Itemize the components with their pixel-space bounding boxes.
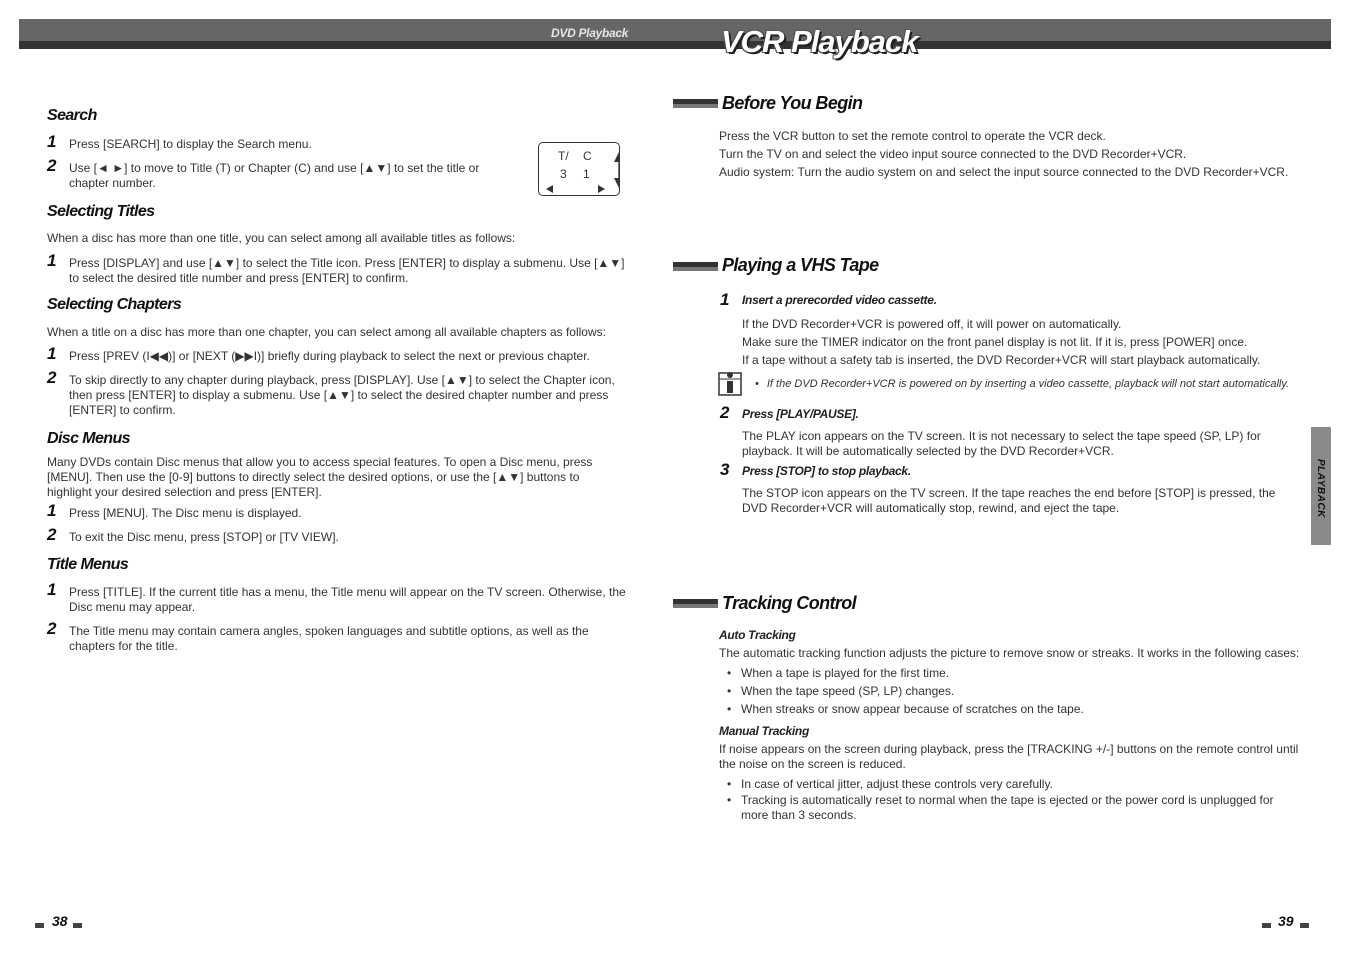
vhs-step-2-label: Press [PLAY/PAUSE]. [742, 407, 859, 421]
tracking-content [719, 628, 1304, 823]
page-marker [1262, 923, 1271, 928]
vhs-step-3-num: 3 [720, 460, 730, 479]
note-icon [718, 370, 744, 398]
vhs-step-2-num: 2 [720, 403, 730, 422]
vhs-step-1-num: 1 [720, 290, 730, 309]
search-display-screen: T/ C 3 1 [538, 142, 620, 196]
bullet-item: • When streaks or snow appear because of scratches on the tape. [719, 700, 1304, 718]
before-line-2: Turn the TV on and select the video input source connected to the DVD Recorder+VCR. [719, 147, 1187, 161]
section-bar [673, 262, 718, 271]
running-head: DVD Playback [551, 26, 629, 40]
arrow-icons [539, 143, 619, 195]
page-marker [1300, 923, 1309, 928]
chapters-intro: When a title on a disc has more than one chapter, you can select among all available chapters as follows: [47, 325, 606, 339]
bullet-item: • In case of vertical jitter, adjust these controls very carefully. [719, 775, 1304, 793]
section-title: Title Menus [47, 556, 129, 573]
vhs-step-2-text: The PLAY icon appears on the TV screen. It is not necessary to select the tape speed (SP, LP) for playback. It will be automatically selected by the DVD Recorder+VCR. [742, 429, 1261, 458]
vhs-step-1-label: Insert a prerecorded video cassette. [742, 293, 937, 307]
search-heading [47, 107, 97, 125]
header-banner-shadow [19, 41, 1331, 49]
before-line-1: Press the VCR button to set the remote control to operate the VCR deck. [719, 129, 1106, 143]
vhs-step-3-label: Press [STOP] to stop playback. [742, 464, 911, 478]
section-bar [673, 99, 718, 108]
bullet-item: • When a tape is played for the first time. [719, 664, 1304, 682]
titles-step-1: 1 Press [DISPLAY] and use [▲▼] to select the Title icon. Press [ENTER] to display a submenu. Use [▲▼] to select the desired title number and press [ENTER] to confirm. [47, 251, 625, 285]
bullet-item: • When the tape speed (SP, LP) changes. [719, 682, 1304, 700]
page-marker [35, 923, 44, 928]
search-step-1: 1 Press [SEARCH] to display the Search menu. [47, 132, 312, 151]
title-menus-step-2: 2 The Title menu may contain camera angles, spoken languages and subtitle options, as well as the chapters for the title. [47, 619, 589, 653]
vhs-note: • If the DVD Recorder+VCR is powered on by inserting a video cassette, playback will not start automatically. [755, 378, 1290, 390]
before-text [719, 127, 1309, 181]
page-marker [73, 923, 82, 928]
section-title: Selecting Titles [47, 203, 155, 220]
title-menus-step-1: 1 Press [TITLE]. If the current title has a menu, the Title menu will appear on the TV screen. Otherwise, the Disc menu may appear. [47, 580, 626, 614]
titles-intro: When a disc has more than one title, you can select among all available titles as follows: [47, 231, 516, 245]
section-title: Playing a VHS Tape [722, 255, 879, 275]
bullet-item: • Tracking is automatically reset to normal when the tape is ejected or the power cord is unplugged for more than 3 seconds. [719, 793, 1304, 823]
header-banner [19, 19, 1331, 41]
section-title: Tracking Control [722, 593, 857, 613]
section-title: Disc Menus [47, 430, 130, 447]
manual-tracking-intro: If noise appears on the screen during playback, press the [TRACKING +/-] buttons on the remote control until the noise on the screen is reduced. [719, 742, 1299, 771]
section-title: Selecting Chapters [47, 296, 182, 313]
disc-menus-intro: Many DVDs contain Disc menus that allow you to access special features. To open a Disc menu, press [MENU]. Then use the [0-9] buttons to directly select the desired options, or use the [▲▼] buttons to highlight your desired selection and press [ENTER]. [47, 455, 593, 499]
chapters-step-1: 1 Press [PREV (I◀◀)] or [NEXT (▶▶I)] briefly during playback to select the next or previous chapter. [47, 344, 590, 363]
search-steps [47, 132, 517, 191]
vhs-step-3-text: The STOP icon appears on the TV screen. If the tape reaches the end before [STOP] is pressed, the DVD Recorder+VCR will automatically stop, rewind, and eject the tape. [742, 486, 1276, 515]
page-number-left: 38 [52, 913, 68, 929]
chapters-step-2: 2 To skip directly to any chapter during playback, press [DISPLAY]. Use [▲▼] to select the Chapter icon, then press [ENTER] to display a submenu. Use [▲▼] to select the desired chapter number and press [ENTER] to confirm. [47, 368, 615, 417]
chapter-title: VCR Playback [721, 24, 918, 59]
page-number-right: 39 [1278, 913, 1294, 929]
vhs-step-1-text: If the DVD Recorder+VCR is powered off, it will power on automatically. Make sure the TIMER indicator on the front panel display is not lit. If it is, press [POWER] once. If a tape without a safety tab is inserted, the DVD Recorder+VCR will start playback automatically. [742, 317, 1261, 367]
side-tab: PLAYBACK [1311, 427, 1331, 545]
disc-menus-step-1: 1 Press [MENU]. The Disc menu is displayed. [47, 501, 302, 520]
section-title: Before You Begin [722, 93, 863, 113]
auto-tracking-title: Auto Tracking [719, 628, 796, 642]
search-step-2: 2 Use [◄ ►] to move to Title (T) or Chapter (C) and use [▲▼] to set the title or chapter number. [47, 156, 480, 190]
auto-tracking-intro: The automatic tracking function adjusts the picture to remove snow or streaks. It works in the following cases: [719, 646, 1300, 660]
before-line-3: Audio system: Turn the audio system on and select the input source connected to the DVD Recorder+VCR. [719, 165, 1289, 179]
disc-menus-step-2: 2 To exit the Disc menu, press [STOP] or [TV VIEW]. [47, 525, 339, 544]
section-bar [673, 599, 718, 608]
manual-tracking-title: Manual Tracking [719, 724, 809, 738]
section-title: Search [47, 107, 97, 124]
